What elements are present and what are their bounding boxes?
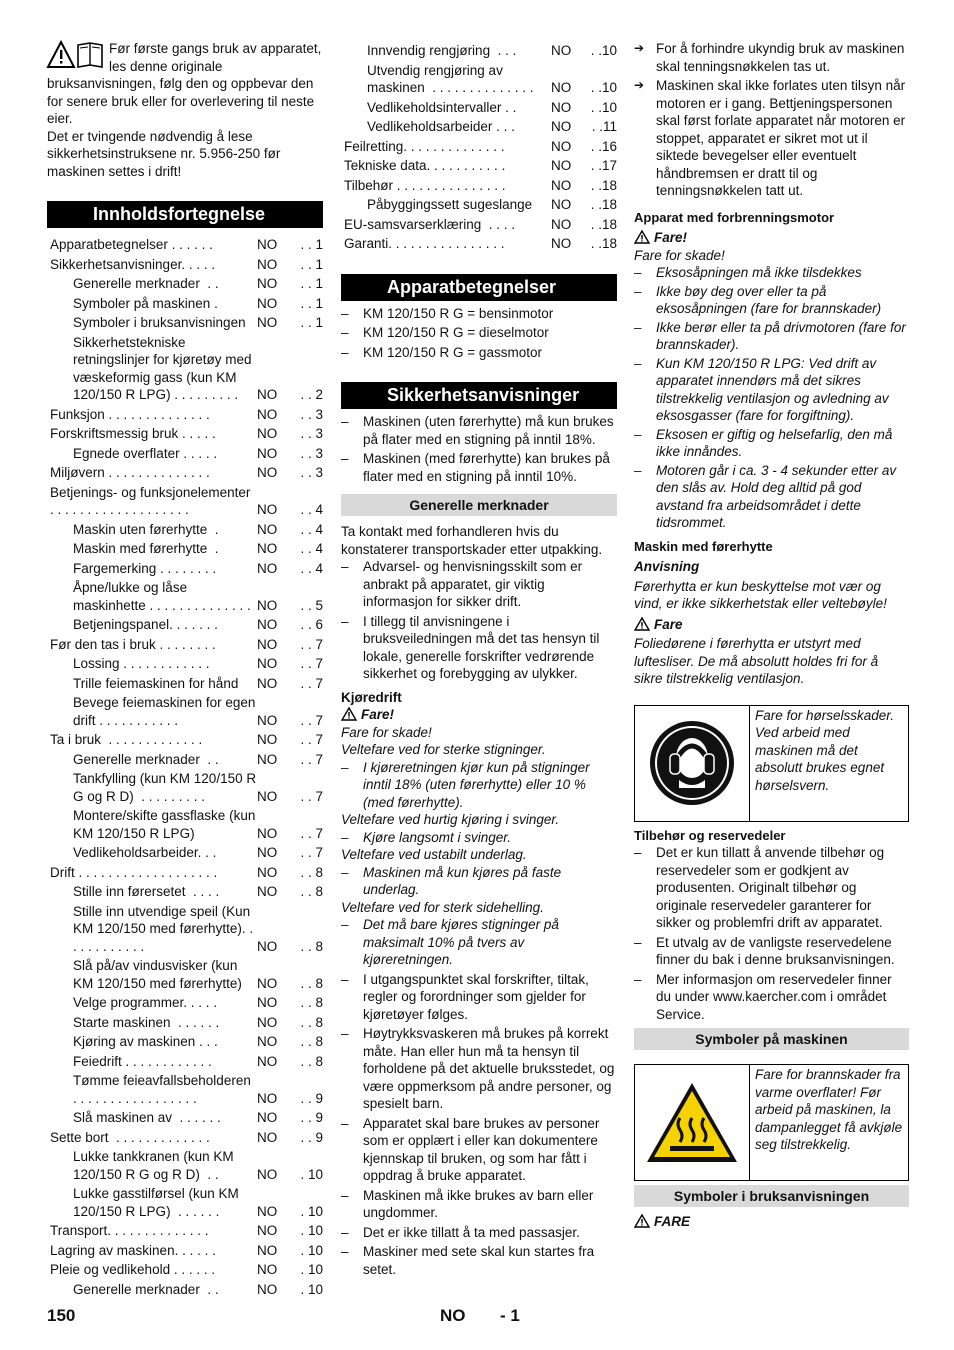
toc-entry-lang: NO — [257, 1242, 278, 1258]
toc-entry-page: . .10 — [590, 80, 617, 95]
sikkerhet-heading: Sikkerhetsanvisninger — [341, 382, 617, 409]
toc-entry-title: EU-samsvarserklæring . . . . — [344, 216, 516, 232]
toc-entry-title: Påbyggingssett sugeslange — [367, 197, 533, 212]
toc-entry[interactable] — [47, 314, 323, 332]
toc-entry-title: Tilbehør . . . . . . . . . . . . . . . — [344, 177, 506, 193]
list-item: – Advarsel- og henvisningsskilt som er anbrakt på apparatet, gir viktig informasjon for sikker drift. — [341, 558, 617, 611]
toc-entry-page: . . 4 — [300, 560, 323, 576]
intro-paragraph-1: Før første gangs bruk av apparatet, les denne originale bruksanvisningen, følg den og oppbevar den for senere bruk eller for overlevering til neste eier. — [47, 41, 322, 126]
toc-entry[interactable] — [47, 256, 323, 274]
list-item: – Et utvalg av de vanligste reservedelene finner du bak i denne bruksanvisningen. — [634, 934, 909, 969]
list-item: – KM 120/150 R G = dieselmotor — [341, 324, 617, 342]
list-item: – KM 120/150 R G = bensinmotor — [341, 305, 617, 323]
toc-entry-lang: NO — [551, 43, 572, 58]
toc-entry[interactable] — [341, 42, 617, 60]
hot-surface-box — [634, 1064, 909, 1181]
toc-entry-title: Drift . . . . . . . . . . . . . . . . . . . — [50, 864, 218, 880]
toc-entry[interactable] — [47, 1109, 323, 1127]
toc-entry-title: Generelle merknader . . — [73, 751, 219, 767]
toc-entry[interactable] — [47, 844, 323, 862]
list-item: – I kjøreretningen kjør kun på stigninger inntil 18% (uten førerhytte) eller 10 % (med førerhytte). — [341, 759, 617, 812]
toc-entry[interactable] — [47, 579, 323, 614]
toc-entry-page: . . 8 — [300, 975, 323, 991]
toc-entry[interactable] — [47, 540, 323, 558]
toc-entry-page: . . 9 — [300, 1090, 323, 1106]
toc-entry-page: . . 7 — [300, 712, 323, 728]
apparat-list — [341, 305, 617, 362]
toc-entry-lang: NO — [257, 465, 278, 480]
toc-entry-lang: NO — [257, 560, 278, 576]
toc-entry-page: . .11 — [591, 119, 617, 134]
toc-entry[interactable] — [47, 295, 323, 313]
toc-entry[interactable] — [47, 1053, 323, 1071]
toc-entry-title: Symboler i bruksanvisningen — [73, 315, 246, 330]
list-item: – Motoren går i ca. 3 - 4 sekunder etter av den slås av. Hold deg alltid på god avstand fra arbeidsområdet i dette tidsrommet. — [634, 462, 909, 532]
hearing-protection-text: Fare for hørselsskader. Ved arbeid med maskinen må det absolutt brukes egnet hørselsvern. — [755, 707, 895, 793]
intro-block — [47, 40, 323, 180]
toc-entry-lang: NO — [257, 656, 278, 671]
toc-entry-title: Utvendig rengjøring av maskinen . . . . . . . . . . . . . . — [367, 62, 534, 95]
list-item: – Eksosen er giftig og helsefarlig, den må ikke innåndes. — [634, 426, 909, 461]
toc-entry-page: . .16 — [590, 138, 617, 154]
sidehelling-list — [341, 916, 617, 969]
toc-entry-lang: NO — [257, 276, 278, 291]
anvisning-text: Førerhytta er kun beskyttelse mot vær og vind, er ikke sikkerhetstak eller veltebøyle! — [634, 578, 887, 611]
toc-entry-lang: NO — [257, 1262, 278, 1277]
list-item: – Ikke bøy deg over eller ta på eksosåpningen (fare for brannskader) — [634, 283, 909, 318]
svinger-list — [341, 829, 617, 847]
list-item: – I tillegg til anvisningene i bruksveiledningen må det tas hensyn til lokale, generelle forskrifter vedrørende sikkerhet og forebygging av ulykker. — [341, 613, 617, 683]
toc-entry-lang: NO — [257, 995, 278, 1010]
toc-entry-lang: NO — [257, 502, 278, 517]
toc-entry-title: Kjøring av maskinen . . . — [73, 1034, 218, 1049]
toc-entry-page: . . 6 — [300, 617, 323, 632]
toc-entry[interactable] — [47, 903, 323, 956]
toc-entry-title: Innvendig rengjøring . . . — [367, 43, 517, 58]
toc-entry[interactable] — [341, 157, 617, 175]
toc-entry-lang: NO — [257, 788, 278, 804]
list-item: – Mer informasjon om reservedeler finner du under www.kaercher.com i området Service. — [634, 971, 909, 1024]
toc-entry-lang: NO — [257, 541, 278, 556]
forbrenning-heading: Apparat med forbrenningsmotor — [634, 209, 835, 225]
toc-entry-title: Sikkerhetsanvisninger. . . . . — [50, 256, 216, 272]
hearing-protection-pic — [635, 706, 750, 821]
hearing-protection-box — [634, 705, 909, 822]
toc-entry-title: Vedlikeholdsarbeider. . . — [73, 845, 217, 860]
toc-entry[interactable] — [47, 1185, 323, 1220]
underlag-list — [341, 864, 617, 899]
toc-entry-title: Velge programmer. . . . . — [73, 995, 218, 1010]
warning-icon — [634, 1214, 650, 1228]
toc-entry-lang: NO — [257, 712, 278, 728]
toc-entry-page: . 10 — [300, 1203, 323, 1219]
fare-label — [634, 1213, 909, 1231]
toc-entry-page: . . 7 — [300, 825, 323, 841]
list-item: – Høytrykksvaskeren må brukes på korrekt måte. Han eller hun må ta hensyn til forholdene på det aktuelle bruksstedet, og være oppmerksom på andre personer, og spesielt barn. — [341, 1025, 617, 1113]
toc-entry[interactable] — [47, 334, 323, 404]
apparat-heading: Apparatbetegnelser — [341, 274, 617, 301]
toc-entry-page: . . 8 — [300, 864, 323, 880]
toc-entry-lang: NO — [551, 138, 572, 154]
toc-entry-title: Garanti. . . . . . . . . . . . . . . . — [344, 236, 505, 251]
symboler-maskin-heading: Symboler på maskinen — [634, 1028, 909, 1050]
toc-entry-title: Apparatbetegnelser . . . . . . — [50, 237, 213, 252]
toc-entry-lang: NO — [257, 864, 278, 880]
toc-entry-lang: NO — [257, 1166, 278, 1182]
stigninger-list — [341, 759, 617, 812]
toc-entry-title: Betjeningspanel. . . . . . . — [73, 617, 218, 632]
toc-entry-lang: NO — [551, 80, 572, 95]
toc-entry[interactable] — [341, 216, 617, 234]
toc-entry-page: . . 8 — [300, 938, 323, 954]
toc-entry-page: . . 8 — [300, 1014, 323, 1030]
sikkerhet-list — [341, 413, 617, 485]
toc-entry-page: . .17 — [590, 158, 617, 173]
toc-entry-lang: NO — [257, 1090, 278, 1106]
toc-entry-lang: NO — [257, 521, 278, 537]
toc-entry[interactable] — [341, 235, 617, 253]
toc-entry-lang: NO — [257, 1053, 278, 1069]
toc-entry[interactable] — [341, 118, 617, 136]
toc-entry[interactable] — [47, 560, 323, 578]
toc-entry-page: . .10 — [590, 99, 617, 115]
kjoredrift-heading: Kjøredrift — [341, 689, 402, 705]
toc-entry-title: Ta i bruk . . . . . . . . . . . . . — [50, 732, 203, 747]
toc-entry-title: Maskin med førerhytte . — [73, 541, 219, 556]
toc-entry[interactable] — [47, 655, 323, 673]
column-right — [634, 40, 909, 1231]
toc-entry-title: Generelle merknader . . — [73, 1281, 219, 1297]
toc-entry-title: Feiedrift . . . . . . . . . . . . — [73, 1053, 212, 1069]
veltefare-svinger: Veltefare ved hurtig kjøring i svinger. — [341, 812, 560, 827]
toc-entry-lang: NO — [257, 387, 278, 402]
toc-entry-page: . . 7 — [300, 845, 323, 860]
toc-entry[interactable] — [47, 236, 323, 254]
warning-book-icon — [47, 40, 105, 70]
toc-entry-page: . . 7 — [300, 732, 323, 747]
toc-entry-title: Bevege feiemaskinen for egen drift . . . . . . . . . . . — [73, 695, 260, 728]
generelle-heading: Generelle merknader — [341, 494, 617, 516]
toc-entry-lang: NO — [257, 445, 278, 461]
toc-entry-title: Starte maskinen . . . . . . — [73, 1014, 220, 1030]
toc-entry-lang: NO — [257, 845, 278, 860]
toc-entry-lang: NO — [257, 256, 278, 272]
fare-text: Fare! — [654, 230, 688, 245]
list-item: – Kun KM 120/150 R LPG: Ved drift av apparatet innendørs må det sikres tilstrekkelig ventilasjon og avledning av eksosgasser (fare for forgiftning). — [634, 355, 909, 425]
toc-entry-lang: NO — [551, 177, 572, 193]
column-middle — [341, 42, 617, 1278]
toc-entry-lang: NO — [551, 216, 572, 232]
toc-entry-page: . 10 — [300, 1262, 323, 1277]
toc-entry-page: . . 4 — [300, 521, 323, 537]
fare-text-paragraph: Foliedørene i førerhytta er utstyrt med luftesliser. De må absolutt holdes fri for å sikre tilstrekkelig ventilasjon. — [634, 636, 879, 686]
toc-entry[interactable] — [47, 807, 323, 842]
list-item: – KM 120/150 R G = gassmotor — [341, 344, 617, 362]
list-item: ➔ For å forhindre ukyndig bruk av maskinen skal tenningsnøkkelen tas ut. — [634, 40, 909, 75]
toc-entry-lang: NO — [257, 636, 278, 652]
toc-entry[interactable] — [47, 864, 323, 882]
veltefare-sidehelling: Veltefare ved for sterk sidehelling. — [341, 899, 544, 915]
toc-list — [47, 236, 323, 1298]
toc-entry-page: . . 7 — [300, 751, 323, 767]
fare-label — [634, 229, 909, 247]
toc-entry[interactable] — [47, 1261, 323, 1279]
toc-entry-title: Vedlikeholdsarbeider . . . — [367, 119, 515, 134]
toc-entry-page: . . 8 — [300, 884, 323, 899]
toc-entry[interactable] — [47, 521, 323, 539]
toc-entry-page: . 10 — [300, 1166, 323, 1182]
warning-icon — [634, 617, 650, 631]
toc-entry-title: Funksjon . . . . . . . . . . . . . . — [50, 406, 210, 422]
toc-entry[interactable] — [47, 883, 323, 901]
toc-entry-lang: NO — [257, 825, 278, 841]
toc-entry[interactable] — [341, 99, 617, 117]
toc-entry-lang: NO — [257, 732, 278, 747]
page-number: 150 — [47, 1306, 76, 1325]
toc-entry-lang: NO — [257, 1203, 278, 1219]
toc-entry[interactable] — [47, 1033, 323, 1051]
toc-entry[interactable] — [47, 464, 323, 482]
toc-entry-title: Sikkerhetstekniske retningslinjer for kjøretøy med væskeformig gass (kun KM 120/150 R LPG) . . . . . . . . . — [73, 334, 256, 402]
toc-entry-page: . . 7 — [300, 656, 323, 671]
toc-entry-page: . . 9 — [300, 1110, 323, 1125]
toc-entry-page: . . 4 — [300, 541, 323, 556]
toc-entry-page: . . 5 — [300, 597, 323, 613]
list-item: – Maskinen må ikke brukes av barn eller ungdommer. — [341, 1187, 617, 1222]
toc-entry[interactable] — [47, 1014, 323, 1032]
toc-entry[interactable] — [47, 731, 323, 749]
toc-entry-page: . . 3 — [300, 445, 323, 461]
toc-entry-page: . . 1 — [300, 295, 323, 311]
list-item: – Kjøre langsomt i svinger. — [341, 829, 617, 847]
toc-entry-title: Før den tas i bruk . . . . . . . . — [50, 636, 216, 652]
toc-entry-page: . . 8 — [300, 1034, 323, 1049]
toc-entry-lang: NO — [257, 295, 278, 311]
toc-entry[interactable] — [47, 425, 323, 443]
toc-entry-page: . 10 — [300, 1281, 323, 1297]
forbrenning-list — [634, 264, 909, 532]
toc-entry-page: . 10 — [300, 1223, 323, 1238]
toc-entry-lang: NO — [257, 938, 278, 954]
toc-entry-title: Tømme feieavfallsbeholderen . . . . . . . . . . . . . . . . . — [73, 1073, 255, 1106]
toc-entry[interactable] — [47, 275, 323, 293]
fare-text: Fare! — [361, 707, 395, 722]
toc-entry-title: Åpne/lukke og låse maskinhette . . . . . . . . . . . . . . — [73, 580, 251, 613]
toc-entry-lang: NO — [257, 237, 278, 252]
toc-entry-page: . . 1 — [300, 315, 323, 330]
toc-entry-page: . .18 — [590, 177, 617, 193]
toc-entry-lang: NO — [257, 1129, 278, 1145]
toc-entry-page: . . 8 — [300, 1053, 323, 1069]
toc-entry-title: Slå på/av vindusvisker (kun KM 120/150 med førerhytte) — [73, 958, 242, 991]
list-item: – Det er kun tillatt å anvende tilbehør og reservedeler som er godkjent av produsenten. Originalt tilbehør og originale reservedeler garanterer for sikker og problemfri drift av apparatet. — [634, 844, 909, 932]
forerhytte-heading: Maskin med førerhytte — [634, 538, 773, 554]
toc-entry[interactable] — [47, 484, 323, 519]
toc-entry-title: Stille inn førersetet . . . . — [73, 884, 220, 899]
toc-entry-lang: NO — [257, 1223, 278, 1238]
toc-entry[interactable] — [341, 62, 617, 97]
toc-entry-page: . . 8 — [300, 995, 323, 1010]
toc-entry-title: Stille inn utvendige speil (Kun KM 120/150 med førerhytte). . . . . . . . . . . . — [73, 903, 257, 954]
toc-entry[interactable] — [47, 1242, 323, 1260]
toc-entry-title: Fargemerking . . . . . . . . — [73, 560, 217, 576]
toc-entry-title: Lagring av maskinen. . . . . . — [50, 1242, 216, 1258]
symboler-bruks-heading: Symboler i bruksanvisningen — [634, 1185, 909, 1207]
toc-entry[interactable] — [47, 636, 323, 654]
fare-label — [634, 616, 909, 634]
toc-entry[interactable] — [47, 445, 323, 463]
toc-entry-page: . . 3 — [300, 465, 323, 480]
toc-entry[interactable] — [341, 196, 617, 214]
veltefare-stigninger: Veltefare ved for sterke stigninger. — [341, 742, 546, 757]
toc-entry-page: . .10 — [590, 43, 617, 58]
footer-num: - 1 — [500, 1306, 520, 1325]
toc-entry-lang: NO — [257, 975, 278, 991]
toc-entry[interactable] — [341, 177, 617, 195]
toc-entry-page: . . 9 — [300, 1129, 323, 1145]
toc-entry-page: . . 3 — [300, 426, 323, 441]
intro-paragraph-2: Det er tvingende nødvendig å lese sikkerhetsinstruksene nr. 5.956-250 før maskinen settes i drift! — [47, 128, 281, 179]
toc-entry-page: . . 2 — [300, 387, 323, 402]
hot-surface-icon — [644, 1080, 740, 1166]
warning-icon — [634, 230, 650, 244]
toc-entry-lang: NO — [257, 315, 278, 330]
toc-entry-page: . . 3 — [300, 406, 323, 422]
toc-entry-title: Egnede overflater . . . . . — [73, 445, 218, 461]
toc-entry-page: . .18 — [590, 197, 617, 212]
toc-entry-title: Forskriftsmessig bruk . . . . . — [50, 426, 216, 441]
list-item: – Maskinen (med førerhytte) kan brukes på flater med en stigning på inntil 10%. — [341, 450, 617, 485]
fare-text: FARE — [654, 1214, 691, 1229]
sikkerhet-more-list — [341, 971, 617, 1279]
list-item: – Maskinen (uten førerhytte) må kun brukes på flater med en stigning på inntil 18%. — [341, 413, 617, 448]
hearing-protection-icon — [649, 720, 735, 806]
anvisning-label: Anvisning — [634, 559, 700, 574]
toc-entry-title: Feilretting. . . . . . . . . . . . . . — [344, 138, 505, 154]
toc-entry-page: . . 7 — [300, 788, 323, 804]
toc-entry[interactable] — [47, 1129, 323, 1147]
toc-entry-title: Lossing . . . . . . . . . . . . — [73, 656, 210, 671]
toc-entry-title: Slå maskinen av . . . . . . — [73, 1110, 221, 1125]
toc-entry[interactable] — [47, 957, 323, 992]
toc-entry-lang: NO — [257, 406, 278, 422]
toc-entry-page: . . 1 — [300, 237, 323, 252]
toc-entry[interactable] — [47, 1281, 323, 1299]
list-item: ➔ Maskinen skal ikke forlates uten tilsyn når motoren er i gang. Bettjeningspersonen skal først forlate apparatet når motoren er stoppet, apparatet er sikret mot ut il siktede bevegelser eller eventuelt håndbremsen er dratt til og tenningsnøkkelen tatt ut. — [634, 77, 909, 200]
toc-entry[interactable] — [47, 1072, 323, 1107]
arrow-list — [634, 40, 909, 200]
generelle-list — [341, 558, 617, 683]
fare-text: Fare — [654, 616, 683, 632]
toc-entry-page: . . 7 — [300, 636, 323, 652]
toc-entry-lang: NO — [551, 197, 572, 212]
list-item: – Det må bare kjøres stigninger på maksimalt 10% på tvers av kjøreretningen. — [341, 916, 617, 969]
toc-entry[interactable] — [47, 675, 323, 693]
tilbehor-list — [634, 844, 909, 1023]
toc-entry-title: Symboler på maskinen . — [73, 295, 218, 311]
toc-entry-title: Trille feiemaskinen for hånd — [73, 675, 239, 691]
toc-list-continued — [341, 42, 617, 253]
toc-entry-lang: NO — [257, 597, 278, 613]
toc-entry-lang: NO — [257, 884, 278, 899]
toc-entry-page: . . 1 — [300, 276, 323, 291]
hot-surface-pic — [635, 1065, 750, 1180]
fare-label — [341, 706, 617, 724]
toc-entry[interactable] — [47, 1222, 323, 1240]
toc-entry-page: . . 4 — [300, 502, 323, 517]
list-item: – Apparatet skal bare brukes av personer som er opplært i eller kan dokumentere kjennskap til bruken, og som har fått i oppdrag å bruke apparatet. — [341, 1115, 617, 1185]
toc-entry-lang: NO — [551, 99, 572, 115]
toc-entry-page: . . 7 — [300, 675, 323, 691]
toc-entry[interactable] — [341, 138, 617, 156]
toc-entry-lang: NO — [257, 1110, 278, 1125]
list-item: – Eksosåpningen må ikke tilsdekkes — [634, 264, 909, 282]
toc-entry-lang: NO — [257, 426, 278, 441]
list-item: – I utgangspunktet skal forskrifter, tiltak, regler og forordninger som gjelder for kjøretøyer følges. — [341, 971, 617, 1024]
toc-entry-title: Montere/skifte gassflaske (kun KM 120/150 R LPG) — [73, 808, 260, 841]
list-item: – Maskinen må kun kjøres på faste underlag. — [341, 864, 617, 899]
list-item: – Ikke berør eller ta på drivmotoren (fare for brannskader). — [634, 319, 909, 354]
toc-entry[interactable] — [47, 994, 323, 1012]
list-item: – Maskiner med sete skal kun startes fra setet. — [341, 1243, 617, 1278]
toc-entry-lang: NO — [257, 675, 278, 691]
toc-entry-lang: NO — [551, 236, 572, 251]
toc-entry-lang: NO — [257, 751, 278, 767]
hot-surface-text: Fare for brannskader fra varme overflater! Før arbeid på maskinen, la dampanlegget få avkjøle seg tilstrekkelig. — [755, 1067, 903, 1152]
toc-entry-page: . . 1 — [300, 256, 323, 272]
toc-entry[interactable] — [47, 1148, 323, 1183]
toc-entry-lang: NO — [257, 617, 278, 632]
toc-entry-title: Lukke gasstilførsel (kun KM 120/150 R LPG) . . . . . . — [73, 1186, 243, 1219]
toc-heading: Innholdsfortegnelse — [47, 201, 323, 228]
toc-entry-title: Transport. . . . . . . . . . . . . . — [50, 1223, 209, 1238]
generelle-paragraph: Ta kontakt med forhandleren hvis du konstaterer transportskader etter utpakking. — [341, 524, 603, 557]
toc-entry-title: Generelle merknader . . — [73, 276, 219, 291]
footer-lang: NO — [440, 1306, 466, 1325]
toc-entry-title: Maskin uten førerhytte . — [73, 521, 219, 537]
warning-icon — [341, 707, 357, 721]
list-item: – Det er ikke tillatt å ta med passasjer. — [341, 1224, 617, 1242]
toc-entry-lang: NO — [257, 1014, 278, 1030]
toc-entry-title: Vedlikeholdsintervaller . . — [367, 99, 517, 115]
toc-entry-lang: NO — [551, 119, 572, 134]
veltefare-underlag: Veltefare ved ustabilt underlag. — [341, 847, 527, 862]
toc-entry-title: Sette bort . . . . . . . . . . . . . — [50, 1129, 210, 1145]
fare-skade: Fare for skade! — [634, 247, 725, 263]
toc-entry-lang: NO — [551, 158, 572, 173]
toc-entry[interactable] — [47, 694, 323, 729]
toc-entry[interactable] — [47, 616, 323, 634]
toc-entry-title: Tankfylling (kun KM 120/150 R G og R D) . . . . . . . . . — [73, 771, 260, 804]
tilbehor-heading: Tilbehør og reservedeler — [634, 827, 786, 843]
toc-entry-page: . .18 — [590, 216, 617, 232]
toc-entry-title: Lukke tankkranen (kun KM 120/150 R G og R D) . . — [73, 1149, 238, 1182]
toc-entry-title: Miljøvern . . . . . . . . . . . . . . — [50, 465, 210, 480]
toc-entry-lang: NO — [257, 1034, 278, 1049]
toc-entry-title: Betjenings- og funksjonelementer . . . . . . . . . . . . . . . . . . . — [50, 484, 255, 517]
toc-entry-title: Pleie og vedlikehold . . . . . . — [50, 1262, 216, 1277]
toc-entry-page: . 10 — [300, 1242, 323, 1258]
toc-entry-title: Tekniske data. . . . . . . . . . . — [344, 158, 506, 173]
fare-skade: Fare for skade! — [341, 724, 432, 740]
toc-entry[interactable] — [47, 770, 323, 805]
toc-entry-lang: NO — [257, 1281, 278, 1297]
toc-entry[interactable] — [47, 751, 323, 769]
toc-entry[interactable] — [47, 406, 323, 424]
column-left — [47, 40, 323, 1300]
toc-entry-page: . .18 — [590, 236, 617, 251]
